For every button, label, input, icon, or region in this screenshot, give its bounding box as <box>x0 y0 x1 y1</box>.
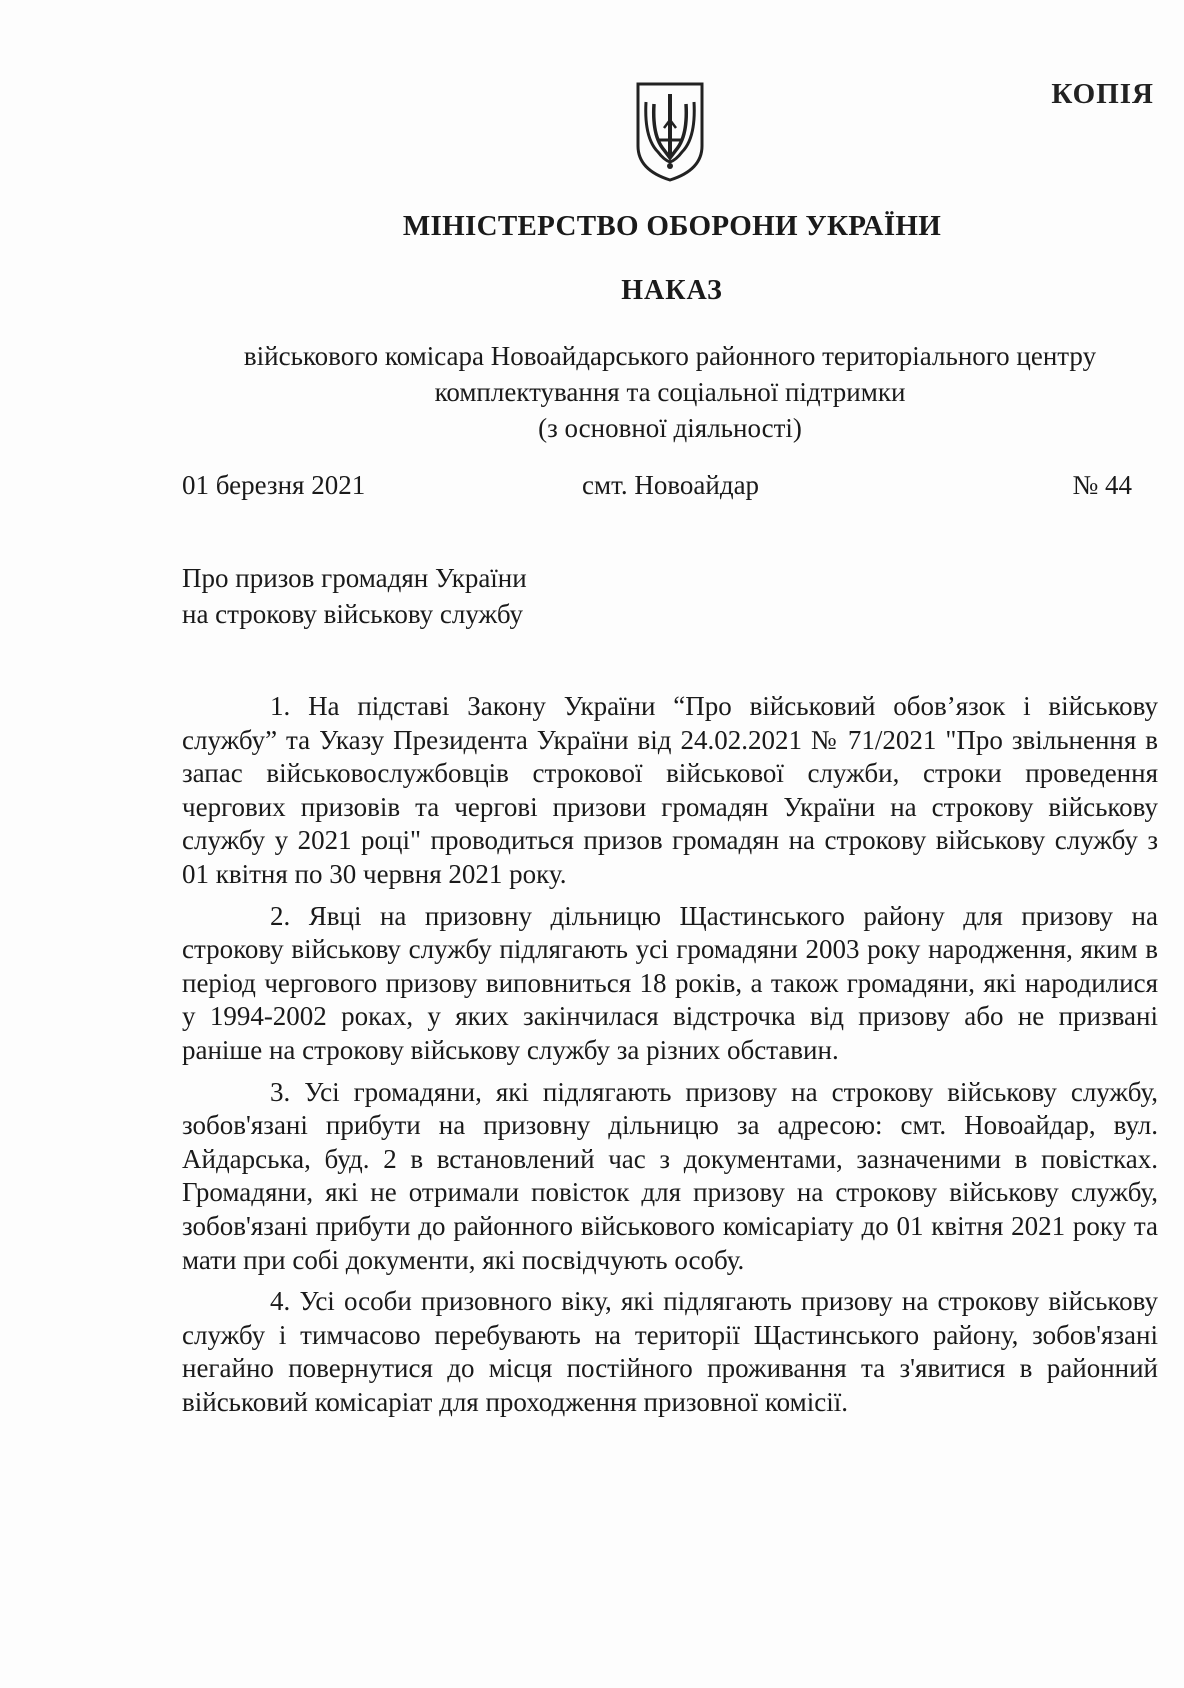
paragraph: 3. Усі громадяни, які підлягають призову на строкову військову службу, зобов'язані прибути на призовну дільницю за адресою: смт. Новоайдар, вул. Айдарська, буд. 2 в встановлений час з документами, зазначеними в повістках. Громадяни, які не отримали повісток для призову на строкову військову службу, зобов'язані прибути до районного військового комісаріату до 01 квітня 2021 року та мати при собі документи, які посвідчують особу. <box>182 1076 1158 1275</box>
order-body <box>182 690 1158 1427</box>
subtitle-line: комплектування та соціальної підтримки <box>434 377 906 407</box>
order-subtitle <box>180 338 1160 446</box>
order-title: НАКАЗ <box>621 275 723 306</box>
paragraph: 1. На підставі Закону України “Про військовий обов’язок і військову службу” та Указу Президента України від 24.02.2021 № 71/2021 "Про звільнення в запас військовослужбовців строкової військової служби, строки проведення чергових призовів та чергові призови громадян України на строкову військову службу у 2021 році" проводиться призов громадян на строкову військову службу з 01 квітня по 30 червня 2021 року. <box>182 691 1158 889</box>
order-subject <box>182 560 527 632</box>
copy-stamp: КОПІЯ <box>1051 78 1154 110</box>
trident-coat-of-arms-icon <box>634 80 706 184</box>
paragraph: 2. Явці на призовну дільницю Щастинського району для призову на строкову військову службу підлягають усі громадяни 2003 року народження, яким в період чергового призову виповниться 18 років, а також громадяни, які народилися у 1994-2002 роках, у яких закінчилася відстрочка від призову або не призвані раніше на строкову військову службу за різних обставин. <box>182 900 1158 1065</box>
order-place: смт. Новоайдар <box>582 470 760 500</box>
subtitle-line: (з основної діяльності) <box>538 413 802 443</box>
ministry-heading: МІНІСТЕРСТВО ОБОРОНИ УКРАЇНИ <box>402 210 942 242</box>
subject-line: Про призов громадян України <box>182 563 527 593</box>
paragraph: 4. Усі особи призовного віку, які підлягають призову на строкову військову службу і тимчасово перебувають на території Щастинського району, зобов'язані негайно повернутися до місця постійного проживання та з'явитися в районний військовий комісаріат для проходження призовної комісії. <box>182 1286 1158 1417</box>
order-number: № 44 <box>1072 470 1132 500</box>
order-date: 01 березня 2021 <box>182 470 366 500</box>
order-meta <box>182 470 1132 506</box>
subtitle-line: військового комісара Новоайдарського районного територіального центру <box>243 341 1097 371</box>
subject-line: на строкову військову службу <box>182 599 524 629</box>
